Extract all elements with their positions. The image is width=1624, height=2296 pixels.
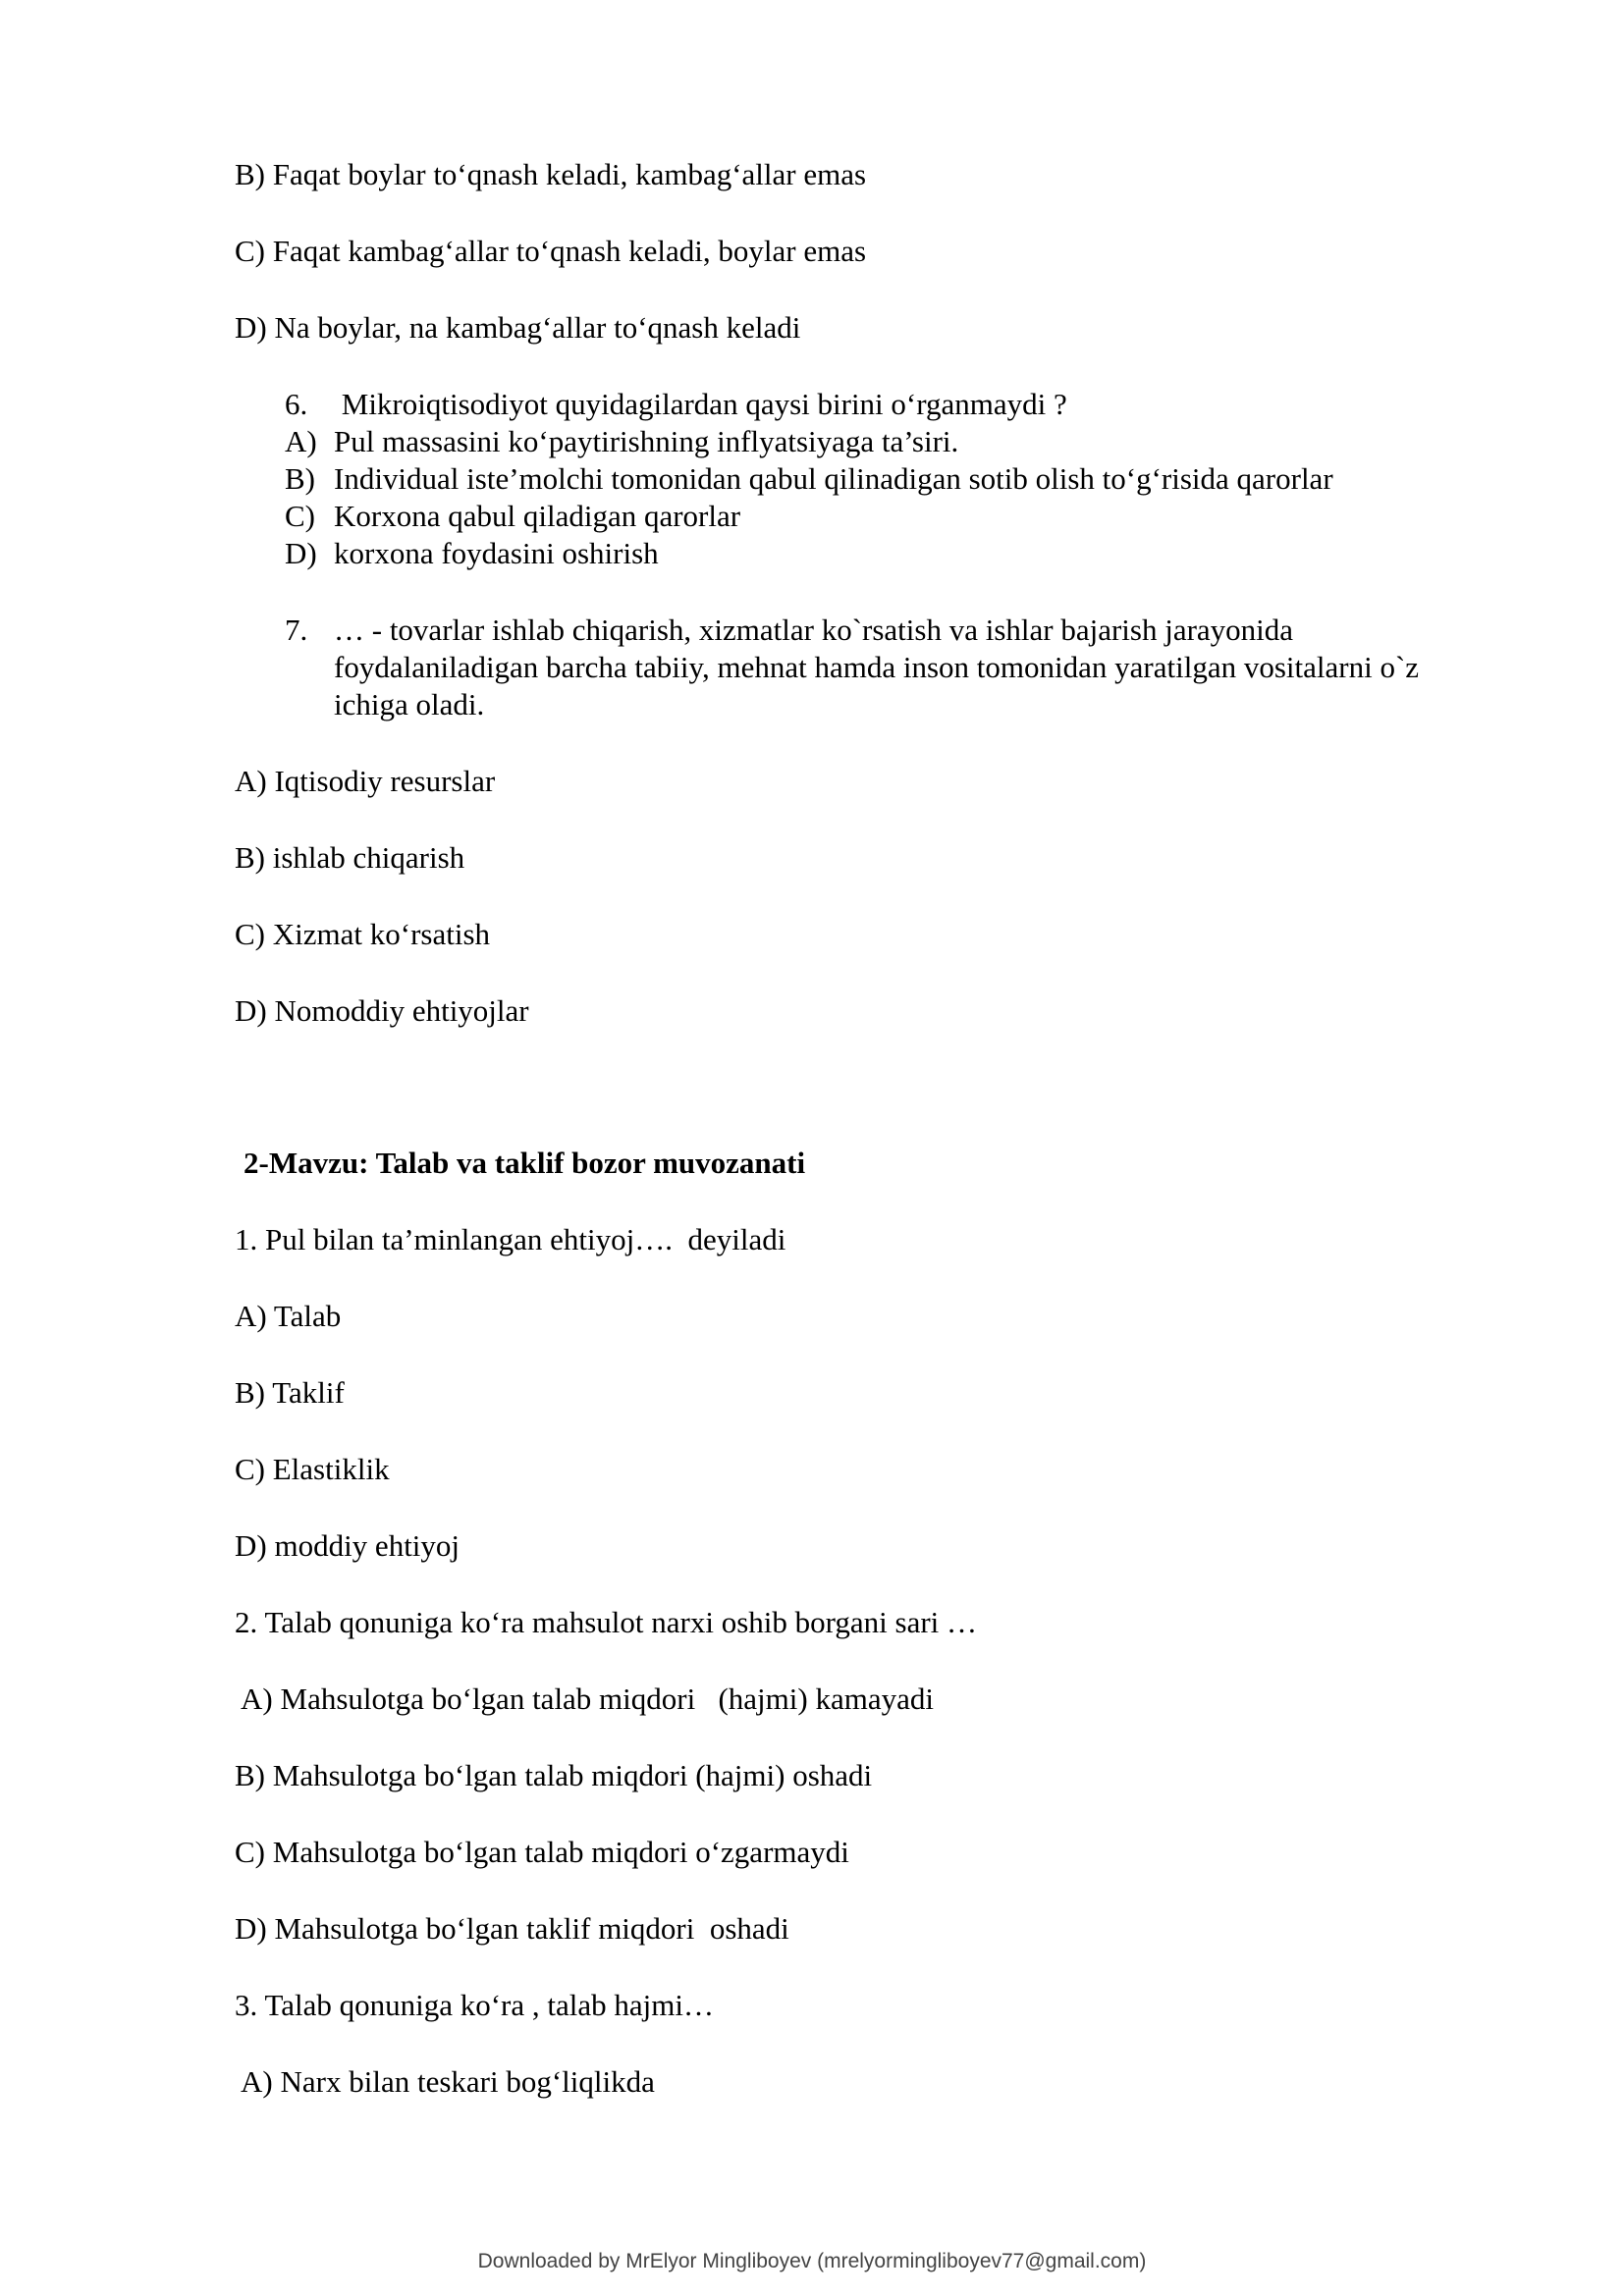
- option-letter: C): [285, 499, 315, 533]
- t2-q1-option-b: B) Taklif: [235, 1375, 345, 1410]
- option-letter: B): [285, 461, 315, 496]
- question-number: 7.: [285, 613, 308, 647]
- t2-question-3: 3. Talab qonuniga ko‘ra , talab hajmi…: [235, 1988, 714, 2022]
- t2-q2-option-a: A) Mahsulotga bo‘lgan talab miqdori (hajmi) kamayadi: [235, 1682, 934, 1716]
- t2-question-1: 1. Pul bilan ta’minlangan ehtiyoj…. deyiladi: [235, 1222, 786, 1256]
- q7-option-c: C) Xizmat ko‘rsatish: [235, 917, 491, 951]
- t2-q1-option-a: A) Talab: [235, 1299, 342, 1333]
- option-text: Pul massasini ko‘paytirishning inflyatsiyaga ta’siri.: [334, 424, 959, 458]
- option-letter: A): [285, 424, 317, 458]
- question-text-line: … - tovarlar ishlab chiqarish, xizmatlar ko`rsatish va ishlar bajarish jarayonida: [334, 613, 1294, 647]
- t2-q3-option-a: A) Narx bilan teskari bog‘liqlikda: [235, 2064, 655, 2099]
- option-text: korxona foydasini oshirish: [334, 536, 659, 570]
- question-text: Mikroiqtisodiyot quyidagilardan qaysi birini o‘rganmaydi ?: [334, 387, 1067, 421]
- t2-q2-option-b: B) Mahsulotga bo‘lgan talab miqdori (hajmi) oshadi: [235, 1758, 873, 1792]
- option-text: Individual iste’molchi tomonidan qabul qilinadigan sotib olish to‘g‘risida qarorlar: [334, 461, 1333, 496]
- t2-q2-option-d: D) Mahsulotga bo‘lgan taklif miqdori oshadi: [235, 1911, 789, 1946]
- download-footer: Downloaded by MrElyor Mingliboyev (mrelyormingliboyev77@gmail.com): [477, 2250, 1147, 2272]
- question-number: 6.: [285, 387, 308, 421]
- t2-q1-option-c: C) Elastiklik: [235, 1452, 390, 1486]
- option-d: D) Na boylar, na kambag‘allar to‘qnash keladi: [235, 310, 801, 345]
- t2-question-2: 2. Talab qonuniga ko‘ra mahsulot narxi oshib borgani sari …: [235, 1605, 978, 1639]
- question-7-line-2: foydalaniladigan barcha tabiiy, mehnat hamda inson tomonidan yaratilgan vositalarni o`z: [334, 650, 1420, 684]
- section-heading: 2-Mavzu: Talab va taklif bozor muvozanati: [244, 1146, 806, 1180]
- option-letter: D): [285, 536, 317, 570]
- t2-q2-option-c: C) Mahsulotga bo‘lgan talab miqdori o‘zgarmaydi: [235, 1835, 849, 1869]
- option-text: Korxona qabul qiladigan qarorlar: [334, 499, 741, 533]
- q7-option-d: D) Nomoddiy ehtiyojlar: [235, 993, 529, 1028]
- question-7-line-3: ichiga oladi.: [334, 687, 485, 721]
- q7-option-b: B) ishlab chiqarish: [235, 840, 465, 875]
- option-b: B) Faqat boylar to‘qnash keladi, kambag‘allar emas: [235, 157, 867, 191]
- q7-option-a: A) Iqtisodiy resurslar: [235, 764, 496, 798]
- option-c: C) Faqat kambag‘allar to‘qnash keladi, boylar emas: [235, 234, 867, 268]
- t2-q1-option-d: D) moddiy ehtiyoj: [235, 1528, 460, 1563]
